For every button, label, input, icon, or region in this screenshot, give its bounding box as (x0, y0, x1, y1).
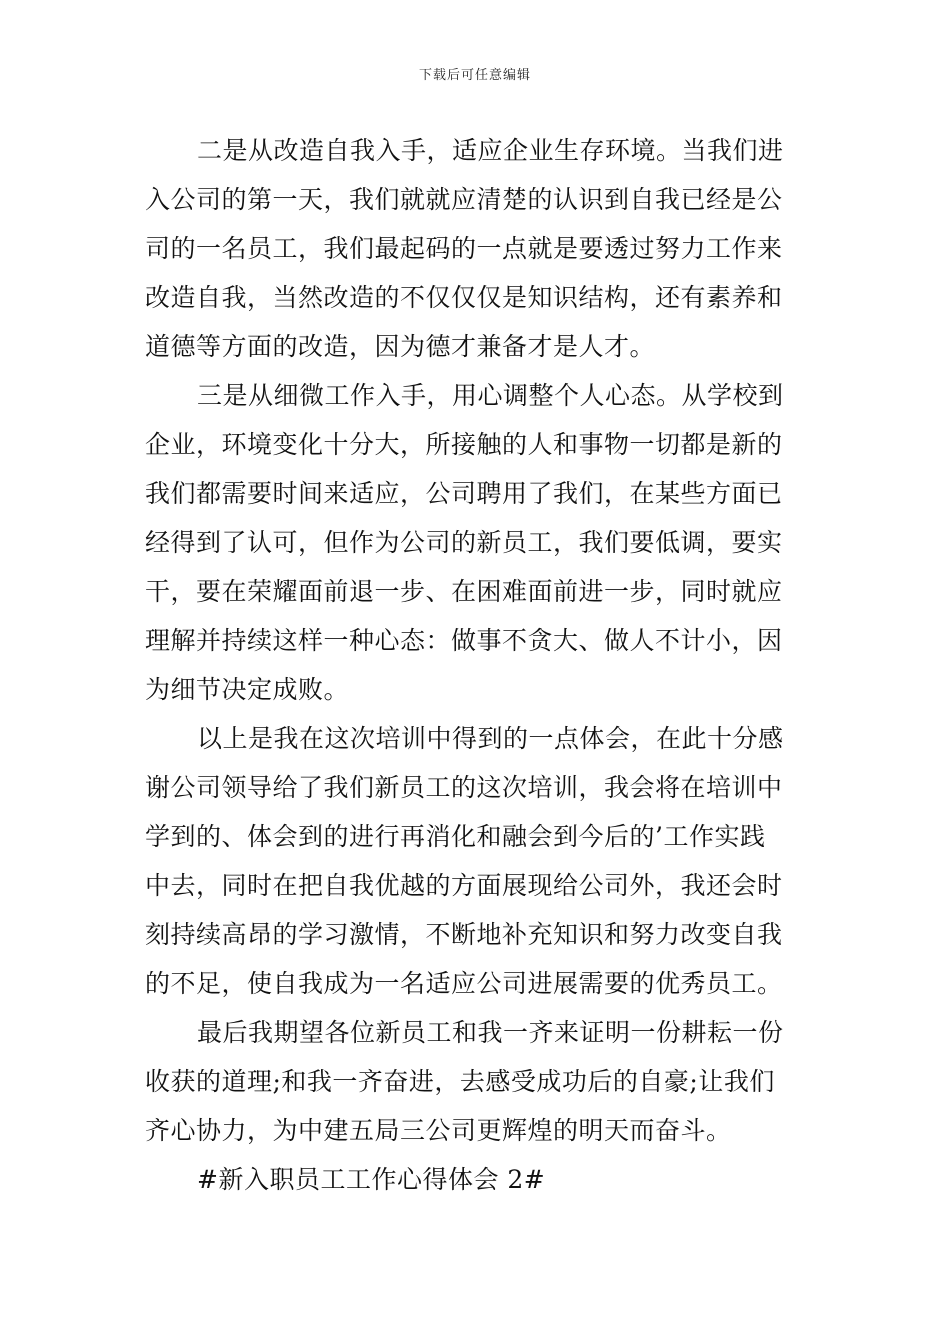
text-line: 理解并持续这样一种心态：做事不贪大、做人不计小，因 (145, 626, 783, 655)
text-line: 入公司的第一天，我们就就应清楚的认识到自我已经是公 (145, 185, 783, 214)
text-line: 司的一名员工，我们最起码的一点就是要透过努力工作来 (145, 234, 783, 263)
text-line: 学到的、体会到的进行再消化和融会到今后的’工作实践 (145, 822, 766, 851)
text-line: 最后我期望各位新员工和我一齐来证明一份耕耘一份 (197, 1018, 784, 1047)
text-line: 经得到了认可，但作为公司的新员工，我们要低调，要实 (145, 528, 783, 557)
text-line: 为细节决定成败。 (145, 675, 350, 704)
text-line: 以上是我在这次培训中得到的一点体会，在此十分感 (197, 724, 784, 753)
paragraph-1 (145, 126, 805, 371)
text-line: 改造自我，当然改造的不仅仅仅是知识结构，还有素养和 (145, 283, 783, 312)
section-heading: #新入职员工工作心得体会 2# (197, 1165, 546, 1194)
document-body (145, 126, 805, 1204)
text-line: 企业，环境变化十分大，所接触的人和事物一切都是新的 (145, 430, 783, 459)
paragraph-2 (145, 371, 805, 714)
text-line: 谢公司领导给了我们新员工的这次培训，我会将在培训中 (145, 773, 783, 802)
paragraph-3 (145, 714, 805, 1008)
text-line: 中去，同时在把自我优越的方面展现给公司外，我还会时 (145, 871, 783, 900)
text-line: 的不足，使自我成为一名适应公司进展需要的优秀员工。 (145, 969, 783, 998)
text-line: 收获的道理;和我一齐奋进，去感受成功后的自豪;让我们 (145, 1067, 775, 1096)
text-line: 齐心协力，为中建五局三公司更辉煌的明天而奋斗。 (145, 1116, 732, 1145)
text-line: 二是从改造自我入手，适应企业生存环境。当我们进 (197, 136, 784, 165)
paragraph-4 (145, 1008, 805, 1155)
text-line: 干，要在荣耀面前退一步、在困难面前进一步，同时就应 (145, 577, 783, 606)
text-line: 我们都需要时间来适应，公司聘用了我们，在某些方面已 (145, 479, 783, 508)
page-header: 下载后可任意编辑 (418, 68, 531, 83)
text-line: 三是从细微工作入手，用心调整个人心态。从学校到 (197, 381, 784, 410)
text-line: 刻持续高昂的学习激情，不断地补充知识和努力改变自我 (145, 920, 783, 949)
text-line: 道德等方面的改造，因为德才兼备才是人才。 (145, 332, 656, 361)
